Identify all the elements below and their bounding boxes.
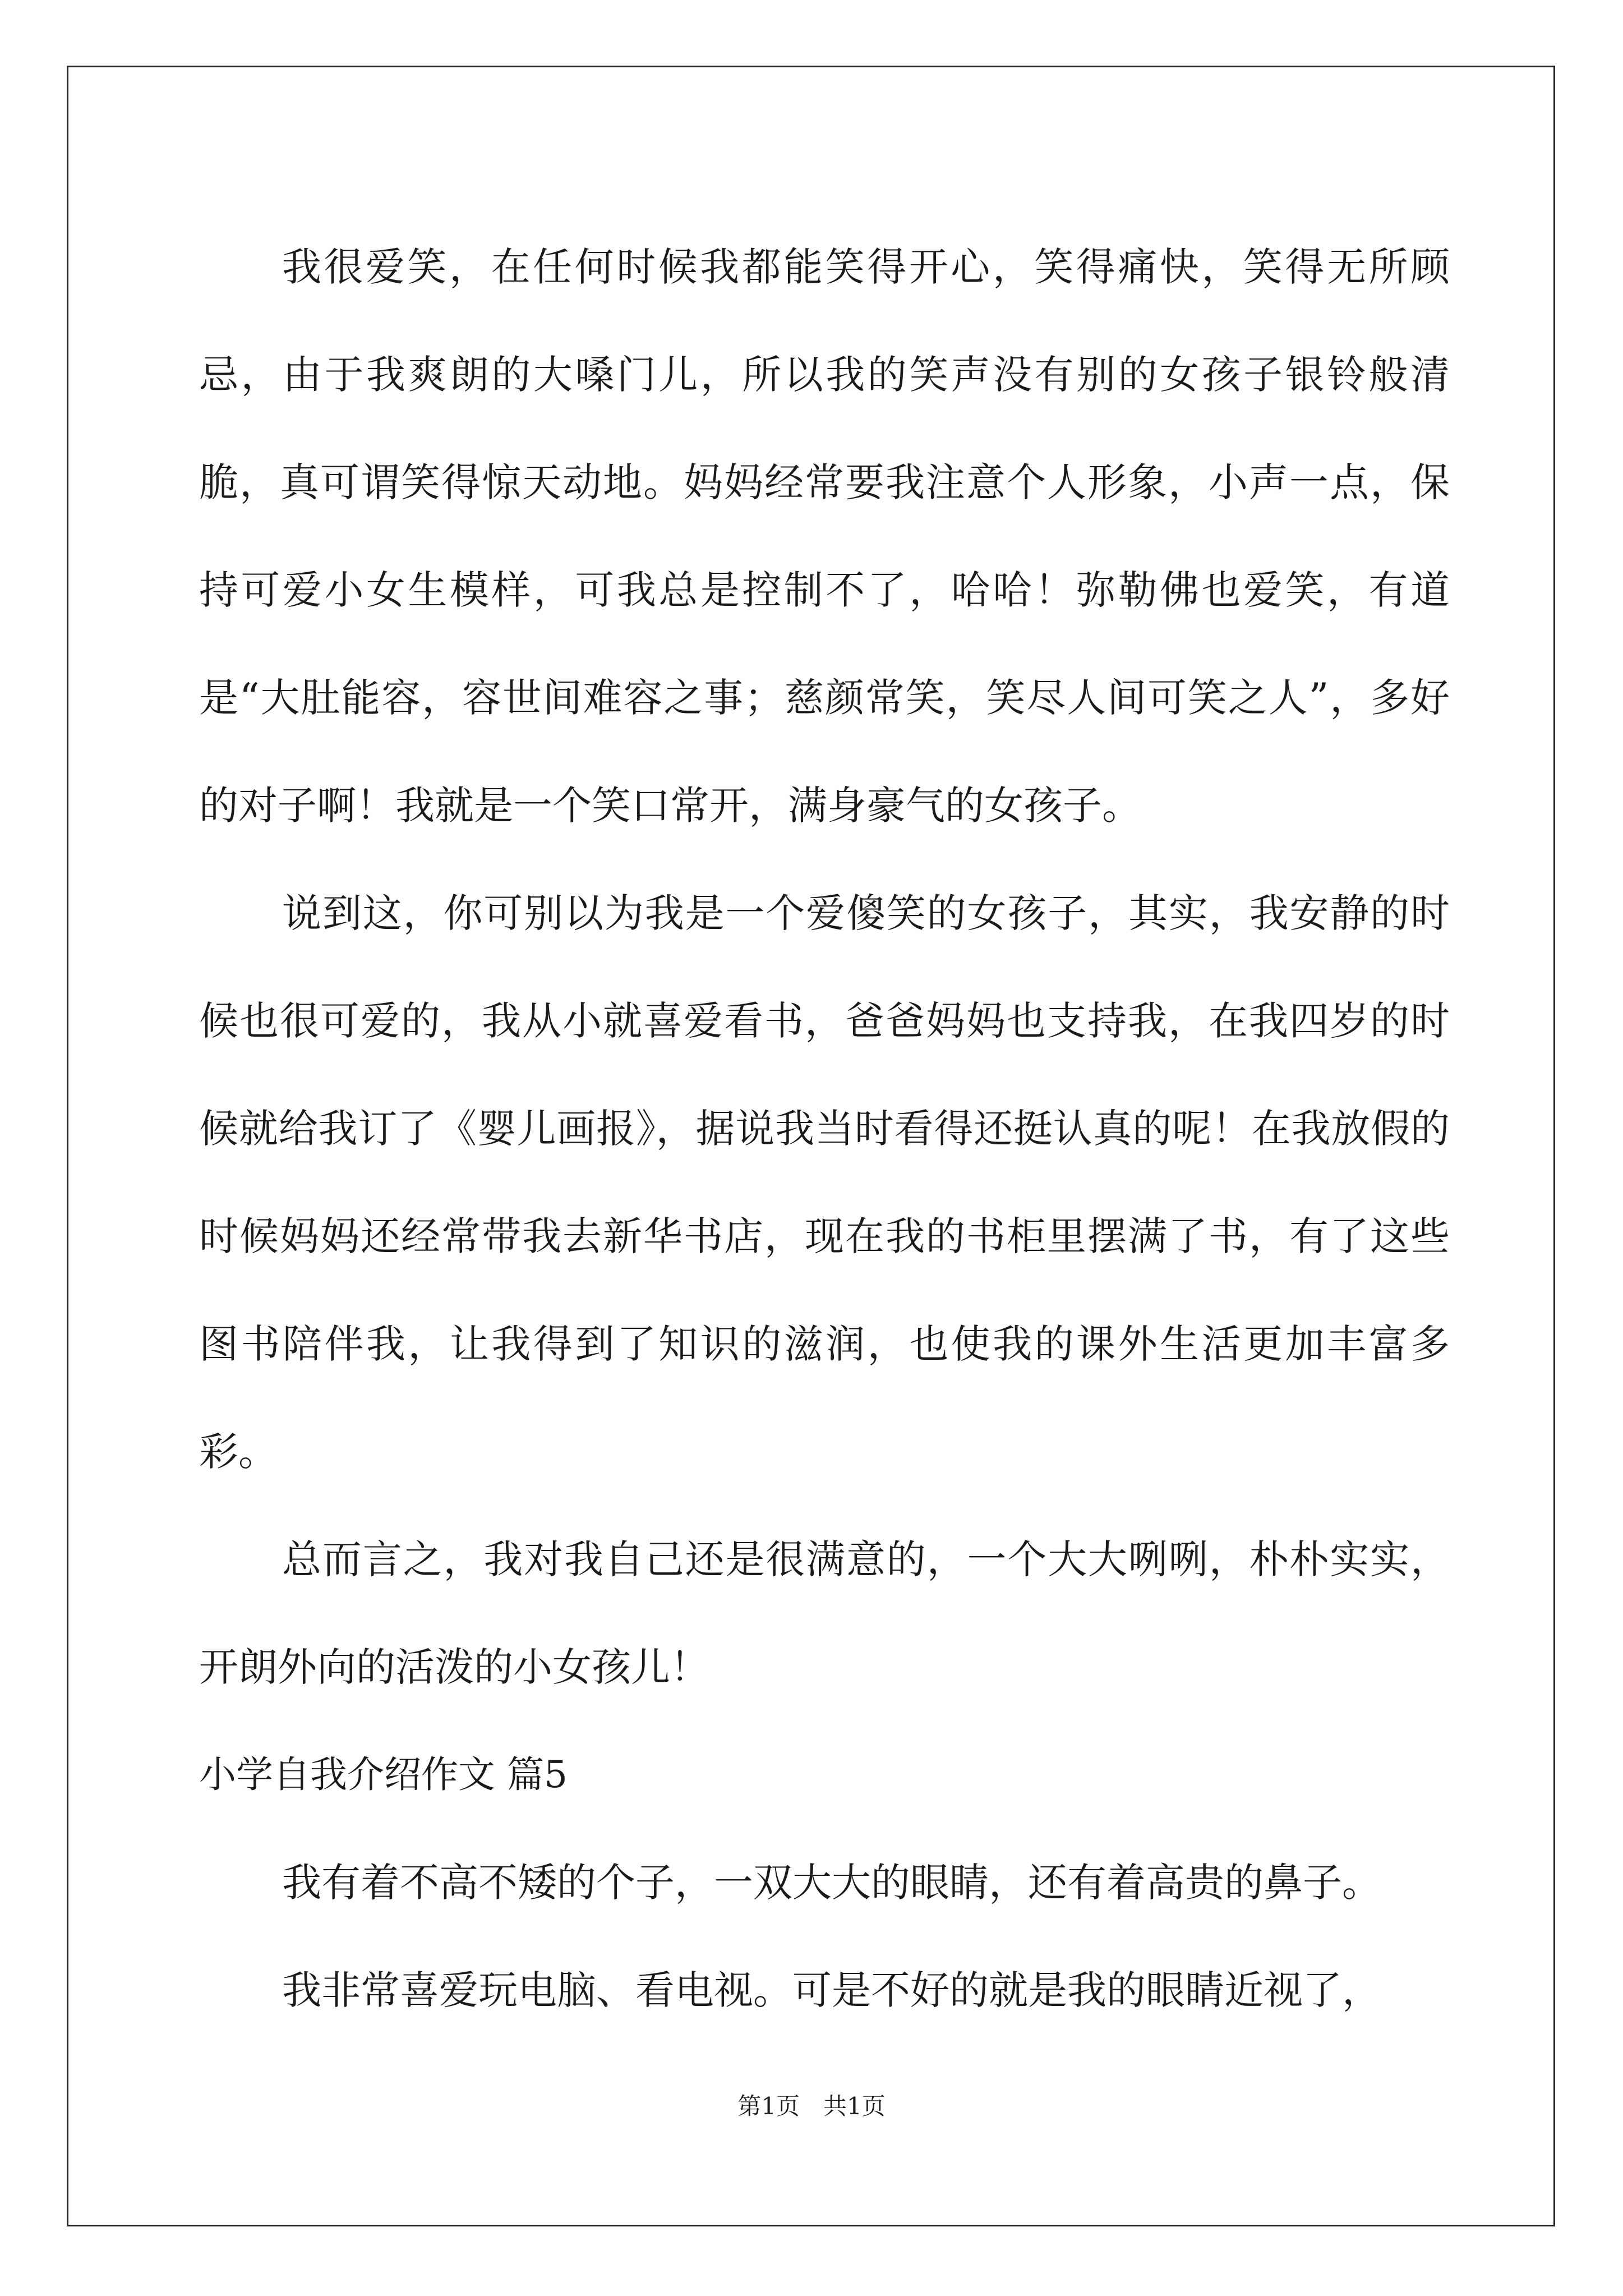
section-title: 小学自我介绍作文 篇5 (199, 1753, 568, 1796)
paragraph-summary: 总而言之，我对我自己还是很满意的，一个大大咧咧，朴朴实实，开朗外向的活泼的小女孩儿！ (199, 1536, 1450, 1690)
paragraph-hobbies: 我非常喜爱玩电脑、看电视。可是不好的就是我的眼睛近视了， (282, 1967, 1381, 2013)
document-body (199, 213, 1450, 2044)
paragraph-laughter: 我很爱笑，在任何时候我都能笑得开心，笑得痛快，笑得无所顾忌，由于我爽朗的大嗓门儿，所以我的笑声没有别的女孩子银铃般清脆，真可谓笑得惊天动地。妈妈经常要我注意个人形象，小声一点，保持可爱小女生模样，可我总是控制不了，哈哈！弥勒佛也爱笑，有道是“大肚能容，容世间难容之事；慈颜常笑，笑尽人间可笑之人”，多好的对子啊！我就是一个笑口常开，满身豪气的女孩子。 (199, 244, 1450, 829)
paragraph-appearance: 我有着不高不矮的个子，一双大大的眼睛，还有着高贵的鼻子。 (282, 1860, 1381, 1906)
page-footer: 第1页 共1页 (737, 2092, 886, 2120)
paragraph-reading: 说到这，你可别以为我是一个爱傻笑的女孩子，其实，我安静的时候也很可爱的，我从小就喜爱看书，爸爸妈妈也支持我，在我四岁的时候就给我订了《婴儿画报》，据说我当时看得还挺认真的呢！在我放假的时候妈妈还经常带我去新华书店，现在我的书柜里摆满了书，有了这些图书陪伴我，让我得到了知识的滋润，也使我的课外生活更加丰富多彩。 (199, 890, 1450, 1475)
